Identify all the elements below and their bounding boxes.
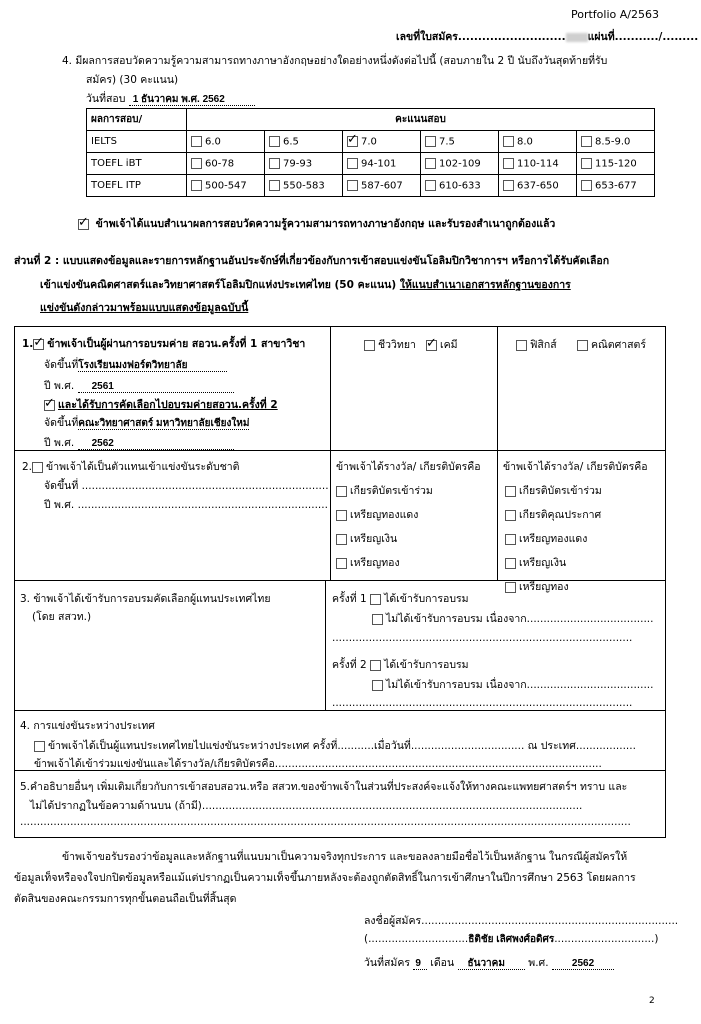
s4-checkbox[interactable] [34,741,45,752]
s1-selected [44,396,278,413]
score-checkbox[interactable] [347,180,358,191]
s1-held [44,356,227,373]
s1-held2-value: คณะวิทยาศาสตร์ มหาวิทยาลัยเชียงใหม่ [78,418,250,429]
date-year: 2562 [552,958,614,970]
score-option-label: 94-101 [361,158,397,170]
exam-date-value: 1 ธันวาคม พ.ศ. 2562 [129,94,255,106]
score-option[interactable] [577,131,655,153]
round1-not-label: ไม่ได้เข้ารับการอบรม เนื่องจาก [386,613,527,625]
score-option[interactable] [577,153,655,175]
score-option-label: 610-633 [439,180,481,192]
s3-sub: (โดย สสวท.) [32,611,92,623]
score-option-label: 637-650 [517,180,559,192]
s1-checkbox[interactable] [33,339,44,350]
subject-chemistry[interactable] [426,336,458,353]
score-checkbox[interactable] [191,136,202,147]
application-number [396,28,698,45]
chemistry-label: เคมี [440,339,458,351]
award-option[interactable] [505,482,602,499]
score-option-label: 6.0 [205,136,221,148]
s2-award-header-mid: ข้าพเจ้าได้รางวัล/ เกียรติบัตรคือ [336,461,481,473]
applicant-name-value: ธิติชัย เลิศพงศ์อดิศร [468,934,555,945]
award-label: เหรียญทอง [519,581,569,593]
round1-dots: .......................................................................................... [332,632,633,644]
applicant-name: (..............................ธิติชัย เลิศพงศ์อดิศร..............................) [364,933,659,945]
exam-date [86,90,255,107]
award-label: เกียรติบัตรเข้าร่วม [350,485,433,497]
signature-line: ลงชื่อผู้สมัคร............................................................................. [364,915,679,927]
physics-checkbox[interactable] [516,340,527,351]
award-option[interactable] [505,578,569,595]
s2-title-text: ข้าพเจ้าได้เป็นตัวแทนเข้าแข่งขันระดับชาติ [46,461,240,473]
sheet-label: แผ่นที่.........../......... [587,31,699,43]
score-checkbox[interactable] [503,136,514,147]
award-option[interactable] [505,506,601,523]
award-checkbox[interactable] [505,582,516,593]
score-checkbox[interactable] [581,158,592,169]
score-checkbox[interactable] [191,180,202,191]
score-checkbox[interactable] [581,136,592,147]
score-option-label: 8.0 [517,136,533,148]
month-label: เดือน [430,957,455,969]
year-label: พ.ศ. [528,957,549,969]
divider [14,710,666,711]
score-option[interactable] [577,175,655,197]
score-option[interactable] [343,175,421,197]
divider [497,450,498,580]
s1-held-value: โรงเรียนมงฟอร์ตวิทยาลัย [78,360,227,372]
declaration-line1: ข้าพเจ้าขอรับรองว่าข้อมูลและหลักฐานที่แนบมาเป็นความจริงทุกประการ และขอลงลายมือชื่อไว้เป็นหลักฐาน ในกรณีผู้สมัครให้ [62,851,628,863]
s1-year-label: ปี พ.ศ. [44,380,75,392]
round2-not-label: ไม่ได้เข้ารับการอบรม เนื่องจาก [386,679,527,691]
divider [325,580,326,710]
round1-attended-label: ได้เข้ารับการอบรม [384,593,469,605]
award-checkbox[interactable] [336,534,347,545]
s4-line2-text: ข้าพเจ้าได้เข้าร่วมแข่งขันและได้รางวัล/เกียรติบัตรคือ [34,758,275,770]
signature-label: ลงชื่อผู้สมัคร [364,915,422,927]
part2-line3: แข่งขันดังกล่าวมาพร้อมแบบแสดงข้อมูลฉบับนี้ [40,302,249,314]
score-checkbox[interactable] [347,158,358,169]
award-checkbox[interactable] [336,486,347,497]
score-option[interactable] [265,131,343,153]
s2-held-label: จัดขึ้นที่ [44,480,79,492]
round2-dots: .......................................................................................... [332,697,633,709]
math-label: คณิตศาสตร์ [591,339,647,351]
application-number-dots: ........................... [457,31,566,43]
score-checkbox[interactable] [191,158,202,169]
round1-attended-checkbox[interactable] [370,594,381,605]
subject-physics[interactable] [516,336,557,353]
award-checkbox[interactable] [505,486,516,497]
score-option[interactable] [343,131,421,153]
score-row-label: TOEFL iBT [87,153,187,175]
divider [330,326,331,580]
s2-year-label: ปี พ.ศ. [44,499,75,511]
s1-title: 1.✓ ข้าพเจ้าเป็นผู้ผ่านการอบรมค่าย สอวน.ครั้งที่ 1 สาขาวิชา [22,335,305,352]
s5-line1: 5.คำอธิบายอื่นๆ เพิ่มเติมเกี่ยวกับการเข้าสอบสอวน.หรือ สสวท.ของข้าพเจ้าในส่วนที่ประสงค์จะแจ้งให้ทางคณะแพทยศาสตร์ฯ ทราบ และ [20,781,628,793]
score-option[interactable] [343,153,421,175]
score-option[interactable] [265,175,343,197]
s1-year2-value: 2562 [78,438,234,450]
page-number: 2 [649,996,655,1006]
score-checkbox[interactable] [269,158,280,169]
s2-year: ปี พ.ศ. ........................................................................... [44,499,328,511]
award-checkbox[interactable] [505,510,516,521]
s4-line2: ข้าพเจ้าได้เข้าร่วมแข่งขันและได้รางวัล/เกียรติบัตรคือ.................................................................................................. [34,758,602,770]
award-option[interactable] [336,506,418,523]
award-label: เหรียญทอง [350,557,400,569]
award-option[interactable] [505,530,587,547]
s1-year [44,377,234,394]
score-option[interactable] [499,153,577,175]
score-option-label: 7.0 [361,136,377,148]
date-day: 9 [413,958,427,970]
score-option-label: 7.5 [439,136,455,148]
s2-award-header-right: ข้าพเจ้าได้รางวัล/ เกียรติบัตรคือ [503,461,648,473]
round2 [332,656,469,673]
subject-biology[interactable] [364,336,416,353]
score-option[interactable] [187,175,265,197]
score-checkbox[interactable] [425,180,436,191]
certify-checkbox[interactable] [78,219,89,230]
biology-checkbox[interactable] [364,340,375,351]
score-option[interactable] [499,175,577,197]
score-checkbox[interactable] [581,180,592,191]
score-checkbox[interactable] [269,180,280,191]
chemistry-checkbox[interactable] [426,340,437,351]
award-label: เกียรติคุณประกาศ [519,509,602,521]
score-option-label: 6.5 [283,136,299,148]
award-label: เหรียญเงิน [350,533,398,545]
score-option[interactable] [421,175,499,197]
part2-line1: ส่วนที่ 2 : แบบแสดงข้อมูลและรายการหลักฐานอันประจักษ์ที่เกี่ยวข้องกับการเข้าสอบแข่งขันโอลิมปิกวิชาการฯ หรือการได้รับคัดเลือก [14,255,610,267]
round1 [332,590,469,607]
table-header-score: คะแนนสอบ [187,109,655,131]
table-header-result: ผลการสอบ/ [87,109,187,131]
s1-year2 [44,434,234,451]
score-option-label: 60-78 [205,158,235,170]
score-checkbox[interactable] [425,136,436,147]
round2-label: ครั้งที่ 2 [332,659,367,671]
s1-held2 [44,414,249,431]
award-checkbox[interactable] [336,558,347,569]
score-option[interactable] [265,153,343,175]
math-checkbox[interactable] [577,340,588,351]
item4-line1: 4. มีผลการสอบวัดความรู้ความสามารถทางภาษาอังกฤษอย่างใดอย่างหนึ่งดังต่อไปนี้ (สอบภายใน 2 ปี นับถึงวันสุดท้ายที่รับ [62,55,608,67]
s5-line2: ไม่ได้ปรากฏในข้อความด้านบน (ถ้ามี).................................................................................................................. [30,800,583,812]
s5-line2-text: ไม่ได้ปรากฏในข้อความด้านบน (ถ้ามี) [30,800,202,812]
s1-selected-checkbox[interactable] [44,400,55,411]
application-date [364,954,614,971]
score-checkbox[interactable] [347,136,358,147]
score-option[interactable] [499,131,577,153]
score-option-label: 500-547 [205,180,247,192]
s4-line1 [34,737,636,754]
score-row [87,153,655,175]
score-row-label: IELTS [87,131,187,153]
certify-text: ข้าพเจ้าได้แนบสำเนาผลการสอบวัดความรู้ความสามารถทางภาษาอังกฤษ และรับรองสำเนาถูกต้องแล้ว [95,218,556,230]
award-label: เกียรติบัตรเข้าร่วม [519,485,602,497]
score-option-label: 102-109 [439,158,481,170]
round2-not: ไม่ได้เข้ารับการอบรม เนื่องจาก...................................... [372,676,653,693]
score-option-label: 587-607 [361,180,403,192]
application-number-label: เลขที่ใบสมัคร [396,31,458,43]
score-option-label: 8.5-9.0 [595,136,631,148]
score-row-label: TOEFL ITP [87,175,187,197]
s1-held2-label: จัดขึ้นที่ [44,417,79,429]
award-label: เหรียญทองแดง [350,509,419,521]
award-label: เหรียญทองแดง [519,533,588,545]
award-label: เหรียญเงิน [519,557,567,569]
score-checkbox[interactable] [503,180,514,191]
score-checkbox[interactable] [503,158,514,169]
score-row [87,175,655,197]
redacted-number [566,33,588,42]
s4-title: 4. การแข่งขันระหว่างประเทศ [20,720,155,732]
score-option-label: 79-93 [283,158,313,170]
award-option[interactable] [336,530,397,547]
award-option[interactable] [336,554,400,571]
score-option[interactable] [421,131,499,153]
award-checkbox[interactable] [505,558,516,569]
subject-math[interactable] [577,336,646,353]
score-option[interactable] [187,131,265,153]
item4-line2: สมัคร) (30 คะแนน) [86,74,179,86]
declaration-line2: ข้อมูลเท็จหรือจงใจปกปิดข้อมูลหรือแม้แต่ปรากฏเป็นความเท็จขึ้นภายหลังจะต้องถูกตัดสิทธิ์ในการเข้าศึกษาในปีการศึกษา 2563 โดยผลการ [14,872,636,884]
round1-not-checkbox[interactable] [372,614,383,625]
score-option[interactable] [187,153,265,175]
s2-held: จัดขึ้นที่ .......................................................................... [44,480,329,492]
s3-title: 3. ข้าพเจ้าได้เข้ารับการอบรมคัดเลือกผู้แทนประเทศไทย [20,593,271,605]
award-option[interactable] [336,482,433,499]
part2-line2b: ให้แนบสำเนาเอกสารหลักฐานของการ [399,279,571,291]
s2-checkbox[interactable] [32,462,43,473]
biology-label: ชีววิทยา [378,339,416,351]
score-row [87,131,655,153]
part2-line2 [40,276,571,293]
part2-line2a: เข้าแข่งขันคณิตศาสตร์และวิทยาศาสตร์โอลิมปิกแห่งประเทศไทย (50 คะแนน) [40,279,397,291]
round2-attended-checkbox[interactable] [370,660,381,671]
score-checkbox[interactable] [269,136,280,147]
exam-date-label: วันที่สอบ [86,93,126,105]
score-option[interactable] [421,153,499,175]
s1-year-value: 2561 [78,381,234,393]
s2-title: 2. ข้าพเจ้าได้เป็นตัวแทนเข้าแข่งขันระดับชาติ [22,461,240,473]
award-option[interactable] [505,554,566,571]
s5-line3: ....................................................................................................................................................................................... [20,816,631,828]
s1-selected-text: และได้รับการคัดเลือกไปอบรมค่ายสอวน.ครั้งที่ 2 [58,399,278,411]
award-checkbox[interactable] [505,534,516,545]
round1-not: ไม่ได้เข้ารับการอบรม เนื่องจาก...................................... [372,610,653,627]
s1-held-label: จัดขึ้นที่ [44,359,79,371]
score-option-label: 110-114 [517,158,559,170]
s1-title-text: ข้าพเจ้าเป็นผู้ผ่านการอบรมค่าย สอวน.ครั้งที่ 1 สาขาวิชา [47,338,306,350]
s4-line1-text: ข้าพเจ้าได้เป็นผู้แทนประเทศไทยไปแข่งขันระหว่างประเทศ ครั้งที่...........เมื่อวันที่.................................. ณ ประเทศ.................. [48,740,636,752]
portfolio-label: Portfolio A/2563 [571,8,659,21]
award-checkbox[interactable] [336,510,347,521]
round2-not-checkbox[interactable] [372,680,383,691]
round2-attended-label: ได้เข้ารับการอบรม [384,659,469,671]
english-score-table [86,108,655,197]
date-label: วันที่สมัคร [364,957,410,969]
score-option-label: 115-120 [595,158,637,170]
divider [497,326,498,450]
s1-year2-label: ปี พ.ศ. [44,437,75,449]
score-checkbox[interactable] [425,158,436,169]
score-option-label: 653-677 [595,180,637,192]
round1-label: ครั้งที่ 1 [332,593,367,605]
certify-line [78,215,555,232]
date-month: ธันวาคม [458,958,525,970]
score-option-label: 550-583 [283,180,325,192]
declaration-line3: ตัดสินของคณะกรรมการทุกขั้นตอนถือเป็นที่สิ้นสุด [14,893,237,905]
physics-label: ฟิสิกส์ [530,339,557,351]
